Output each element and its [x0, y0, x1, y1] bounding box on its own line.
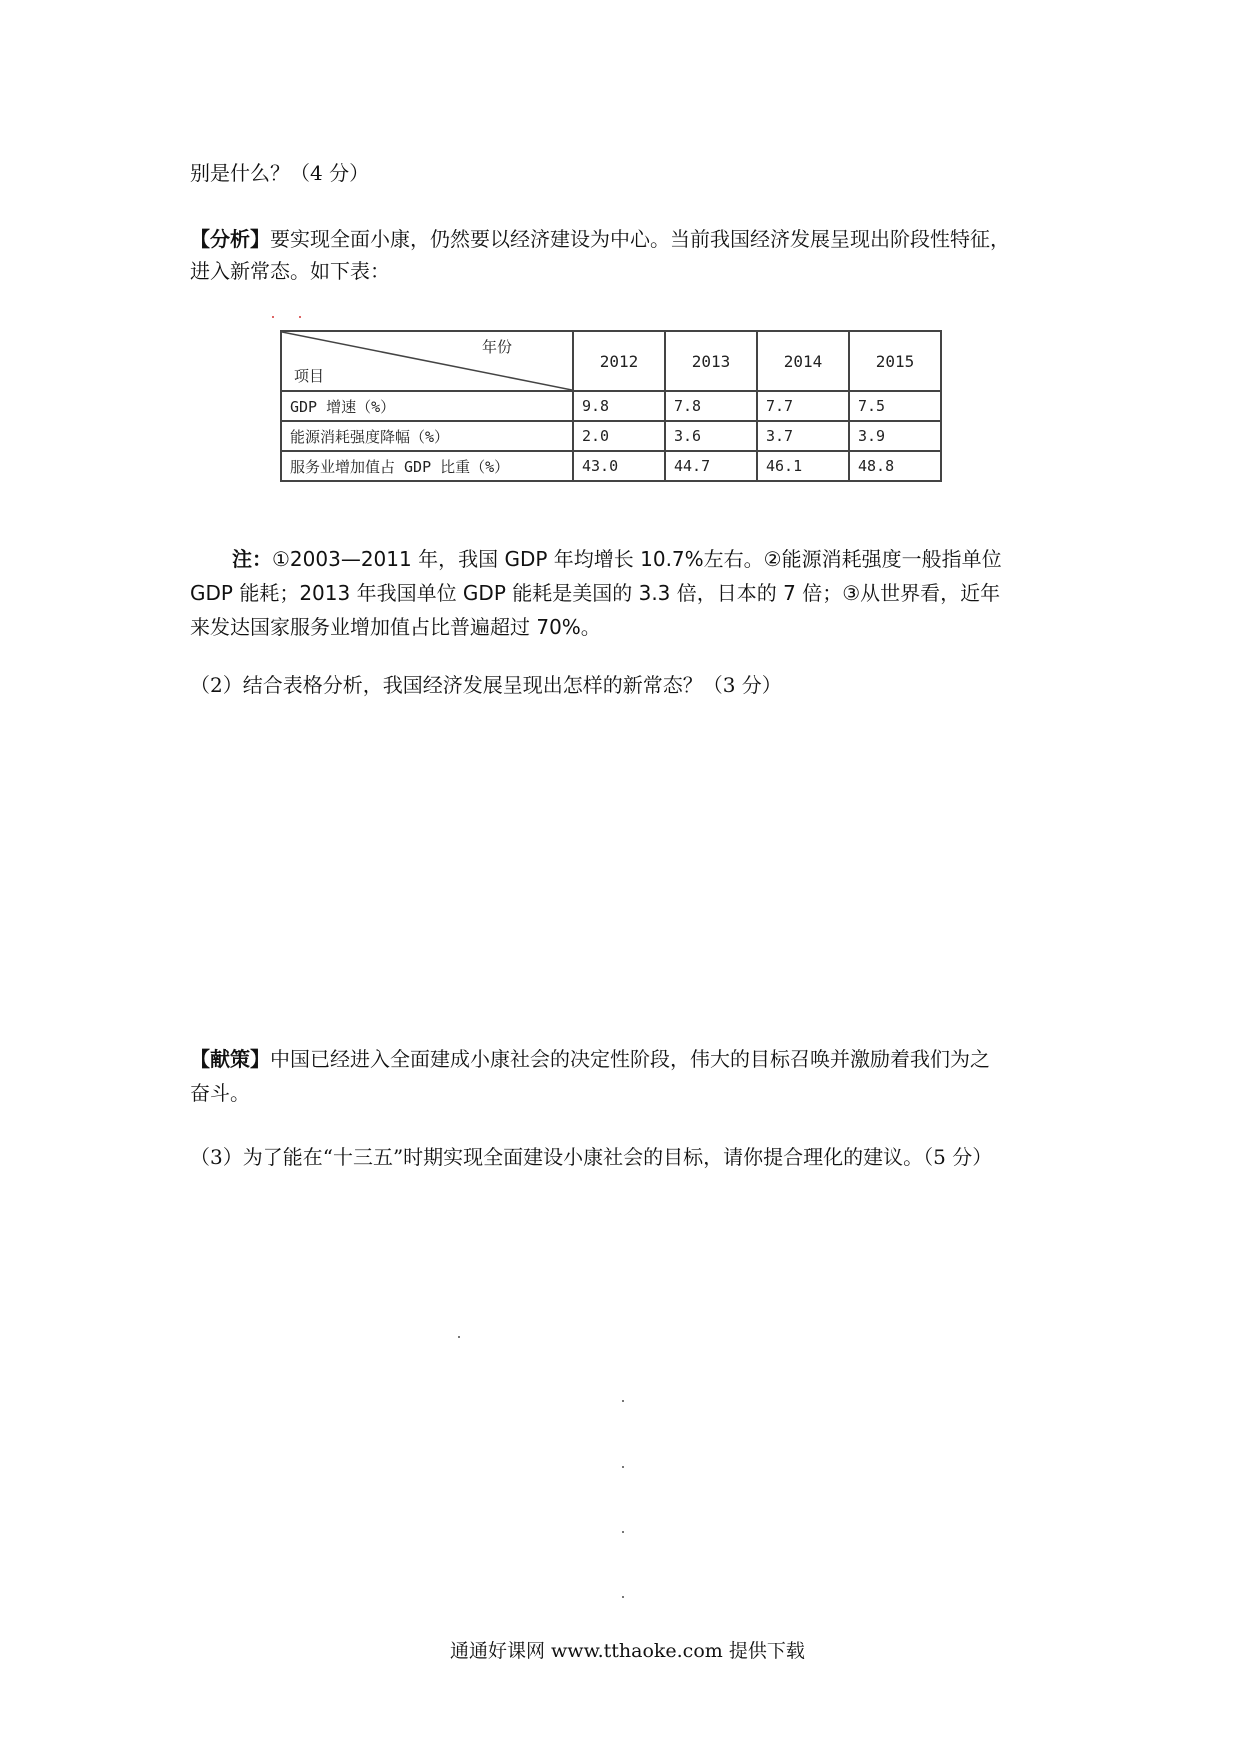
diagonal-line: [282, 332, 572, 390]
advice-tag: 【献策】: [190, 1047, 270, 1071]
advice-text-1: 中国已经进入全面建成小康社会的决定性阶段，伟大的目标召唤并激励着我们为之: [270, 1047, 990, 1071]
year-header: 2013: [665, 331, 757, 391]
advice-line-1: [190, 1046, 990, 1072]
analysis-text-1: 要实现全面小康，仍然要以经济建设为中心。当前我国经济发展呈现出阶段性特征，: [270, 227, 1010, 251]
header-item-label: 项目: [294, 367, 325, 385]
row-label: 服务业增加值占 GDP 比重（%）: [281, 451, 573, 481]
note-text-1: ①2003—2011 年，我国 GDP 年均增长 10.7%左右。②能源消耗强度一般指单位: [272, 547, 1002, 571]
table-row: [281, 451, 941, 481]
table-cell: 7.8: [665, 391, 757, 421]
row-label: GDP 增速（%）: [281, 391, 573, 421]
table-row: [281, 391, 941, 421]
footer-credit: 通通好课网 www.tthaoke.com 提供下载: [450, 1640, 805, 1662]
question-2: （2）结合表格分析，我国经济发展呈现出怎样的新常态？（3 分）: [190, 673, 782, 697]
stray-dot: [272, 316, 274, 318]
table-cell: 48.8: [849, 451, 941, 481]
stray-dot: [622, 1531, 624, 1533]
analysis-line-1: [190, 226, 1010, 252]
table-cell: 9.8: [573, 391, 665, 421]
table-header-row: [281, 331, 941, 391]
table-cell: 2.0: [573, 421, 665, 451]
diagonal-header-cell: [281, 331, 573, 391]
note-tag: 注：: [232, 547, 272, 571]
table-cell: 3.9: [849, 421, 941, 451]
year-header: 2014: [757, 331, 849, 391]
question-tail: 别是什么？（4 分）: [190, 161, 370, 185]
table-cell: 3.7: [757, 421, 849, 451]
row-label: 能源消耗强度降幅（%）: [281, 421, 573, 451]
table-cell: 44.7: [665, 451, 757, 481]
stray-dot: [299, 316, 301, 318]
table-row: [281, 421, 941, 451]
table-cell: 3.6: [665, 421, 757, 451]
analysis-tag: 【分析】: [190, 227, 270, 251]
table-cell: 7.7: [757, 391, 849, 421]
year-header: 2012: [573, 331, 665, 391]
header-year-label: 年份: [481, 338, 512, 356]
analysis-line-2: 进入新常态。如下表：: [190, 259, 390, 283]
advice-line-2: 奋斗。: [190, 1081, 250, 1105]
table-cell: 43.0: [573, 451, 665, 481]
year-header: 2015: [849, 331, 941, 391]
stray-dot: [622, 1466, 624, 1468]
stray-dot: [458, 1336, 460, 1338]
statistics-table: [280, 330, 942, 482]
stray-dot: [622, 1596, 624, 1598]
table-cell: 7.5: [849, 391, 941, 421]
note-line-3: 来发达国家服务业增加值占比普遍超过 70%。: [190, 615, 601, 639]
stray-dot: [622, 1400, 624, 1402]
table-cell: 46.1: [757, 451, 849, 481]
note-line-1: [232, 546, 1002, 572]
note-line-2: GDP 能耗；2013 年我国单位 GDP 能耗是美国的 3.3 倍，日本的 7 倍；③从世界看，近年: [190, 581, 1001, 605]
question-3: （3）为了能在“十三五”时期实现全面建设小康社会的目标，请你提合理化的建议。（5 分）: [190, 1145, 993, 1169]
